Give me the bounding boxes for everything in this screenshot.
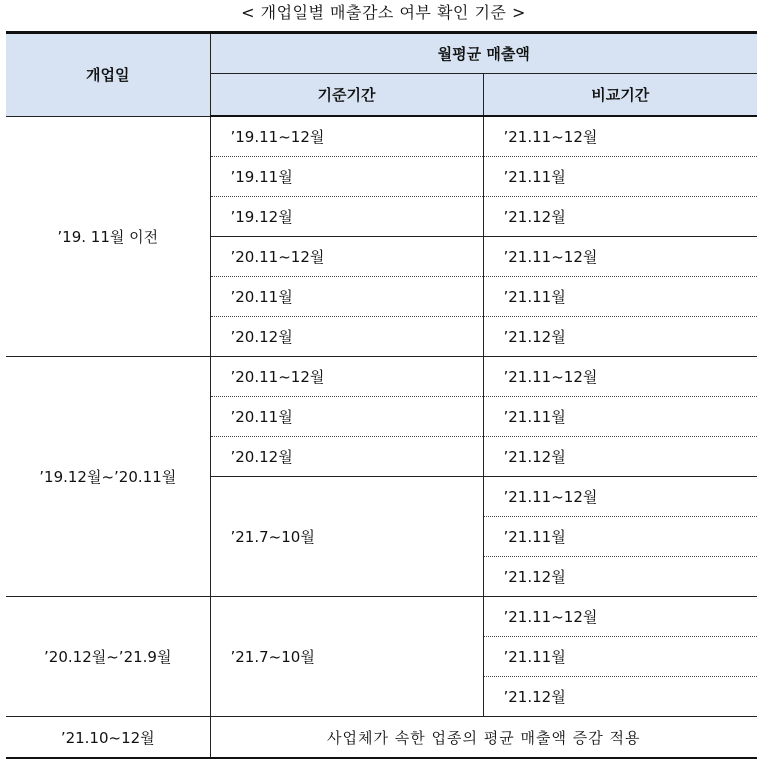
compare-cell: ’21.11~12월 bbox=[483, 477, 757, 517]
table-row bbox=[6, 357, 757, 397]
base-cell: ’20.11~12월 bbox=[210, 357, 483, 397]
compare-cell: ’21.11월 bbox=[483, 157, 757, 197]
base-cell: ’21.7~10월 bbox=[210, 477, 483, 597]
base-cell: ’20.12월 bbox=[210, 437, 483, 477]
header-open-date: 개업일 bbox=[6, 33, 210, 117]
header-monthly-avg: 월평균 매출액 bbox=[210, 33, 757, 74]
compare-cell: ’21.12월 bbox=[483, 677, 757, 717]
compare-cell: ’21.11월 bbox=[483, 397, 757, 437]
header-base-period: 기준기간 bbox=[210, 74, 483, 117]
compare-cell: ’21.11월 bbox=[483, 277, 757, 317]
compare-cell: ’21.12월 bbox=[483, 557, 757, 597]
compare-cell: ’21.11월 bbox=[483, 637, 757, 677]
base-cell: ’19.12월 bbox=[210, 197, 483, 237]
base-cell: ’20.11~12월 bbox=[210, 237, 483, 277]
base-cell: ’20.12월 bbox=[210, 317, 483, 357]
compare-cell: ’21.11~12월 bbox=[483, 116, 757, 157]
open-date-cell: ’19. 11월 이전 bbox=[6, 116, 210, 357]
compare-cell: ’21.11~12월 bbox=[483, 237, 757, 277]
compare-cell: ’21.11~12월 bbox=[483, 597, 757, 637]
table-caption: < 개업일별 매출감소 여부 확인 기준 > bbox=[241, 3, 526, 22]
base-cell: ’20.11월 bbox=[210, 277, 483, 317]
base-cell: ’19.11월 bbox=[210, 157, 483, 197]
open-date-cell: ’20.12월~’21.9월 bbox=[6, 597, 210, 717]
table-row bbox=[6, 717, 757, 759]
header-compare-period: 비교기간 bbox=[483, 74, 757, 117]
base-cell: ’20.11월 bbox=[210, 397, 483, 437]
compare-cell: ’21.11~12월 bbox=[483, 357, 757, 397]
compare-cell: ’21.11월 bbox=[483, 517, 757, 557]
table-row bbox=[6, 597, 757, 637]
sales-decline-criteria-table bbox=[6, 31, 757, 759]
base-cell: ’21.7~10월 bbox=[210, 597, 483, 717]
compare-cell: ’21.12월 bbox=[483, 197, 757, 237]
base-cell: ’19.11~12월 bbox=[210, 116, 483, 157]
open-date-cell: ’19.12월~’20.11월 bbox=[6, 357, 210, 597]
table-row bbox=[6, 116, 757, 157]
compare-cell: ’21.12월 bbox=[483, 437, 757, 477]
compare-cell: ’21.12월 bbox=[483, 317, 757, 357]
note-cell: 사업체가 속한 업종의 평균 매출액 증감 적용 bbox=[210, 717, 757, 759]
open-date-cell: ’21.10~12월 bbox=[6, 717, 210, 759]
